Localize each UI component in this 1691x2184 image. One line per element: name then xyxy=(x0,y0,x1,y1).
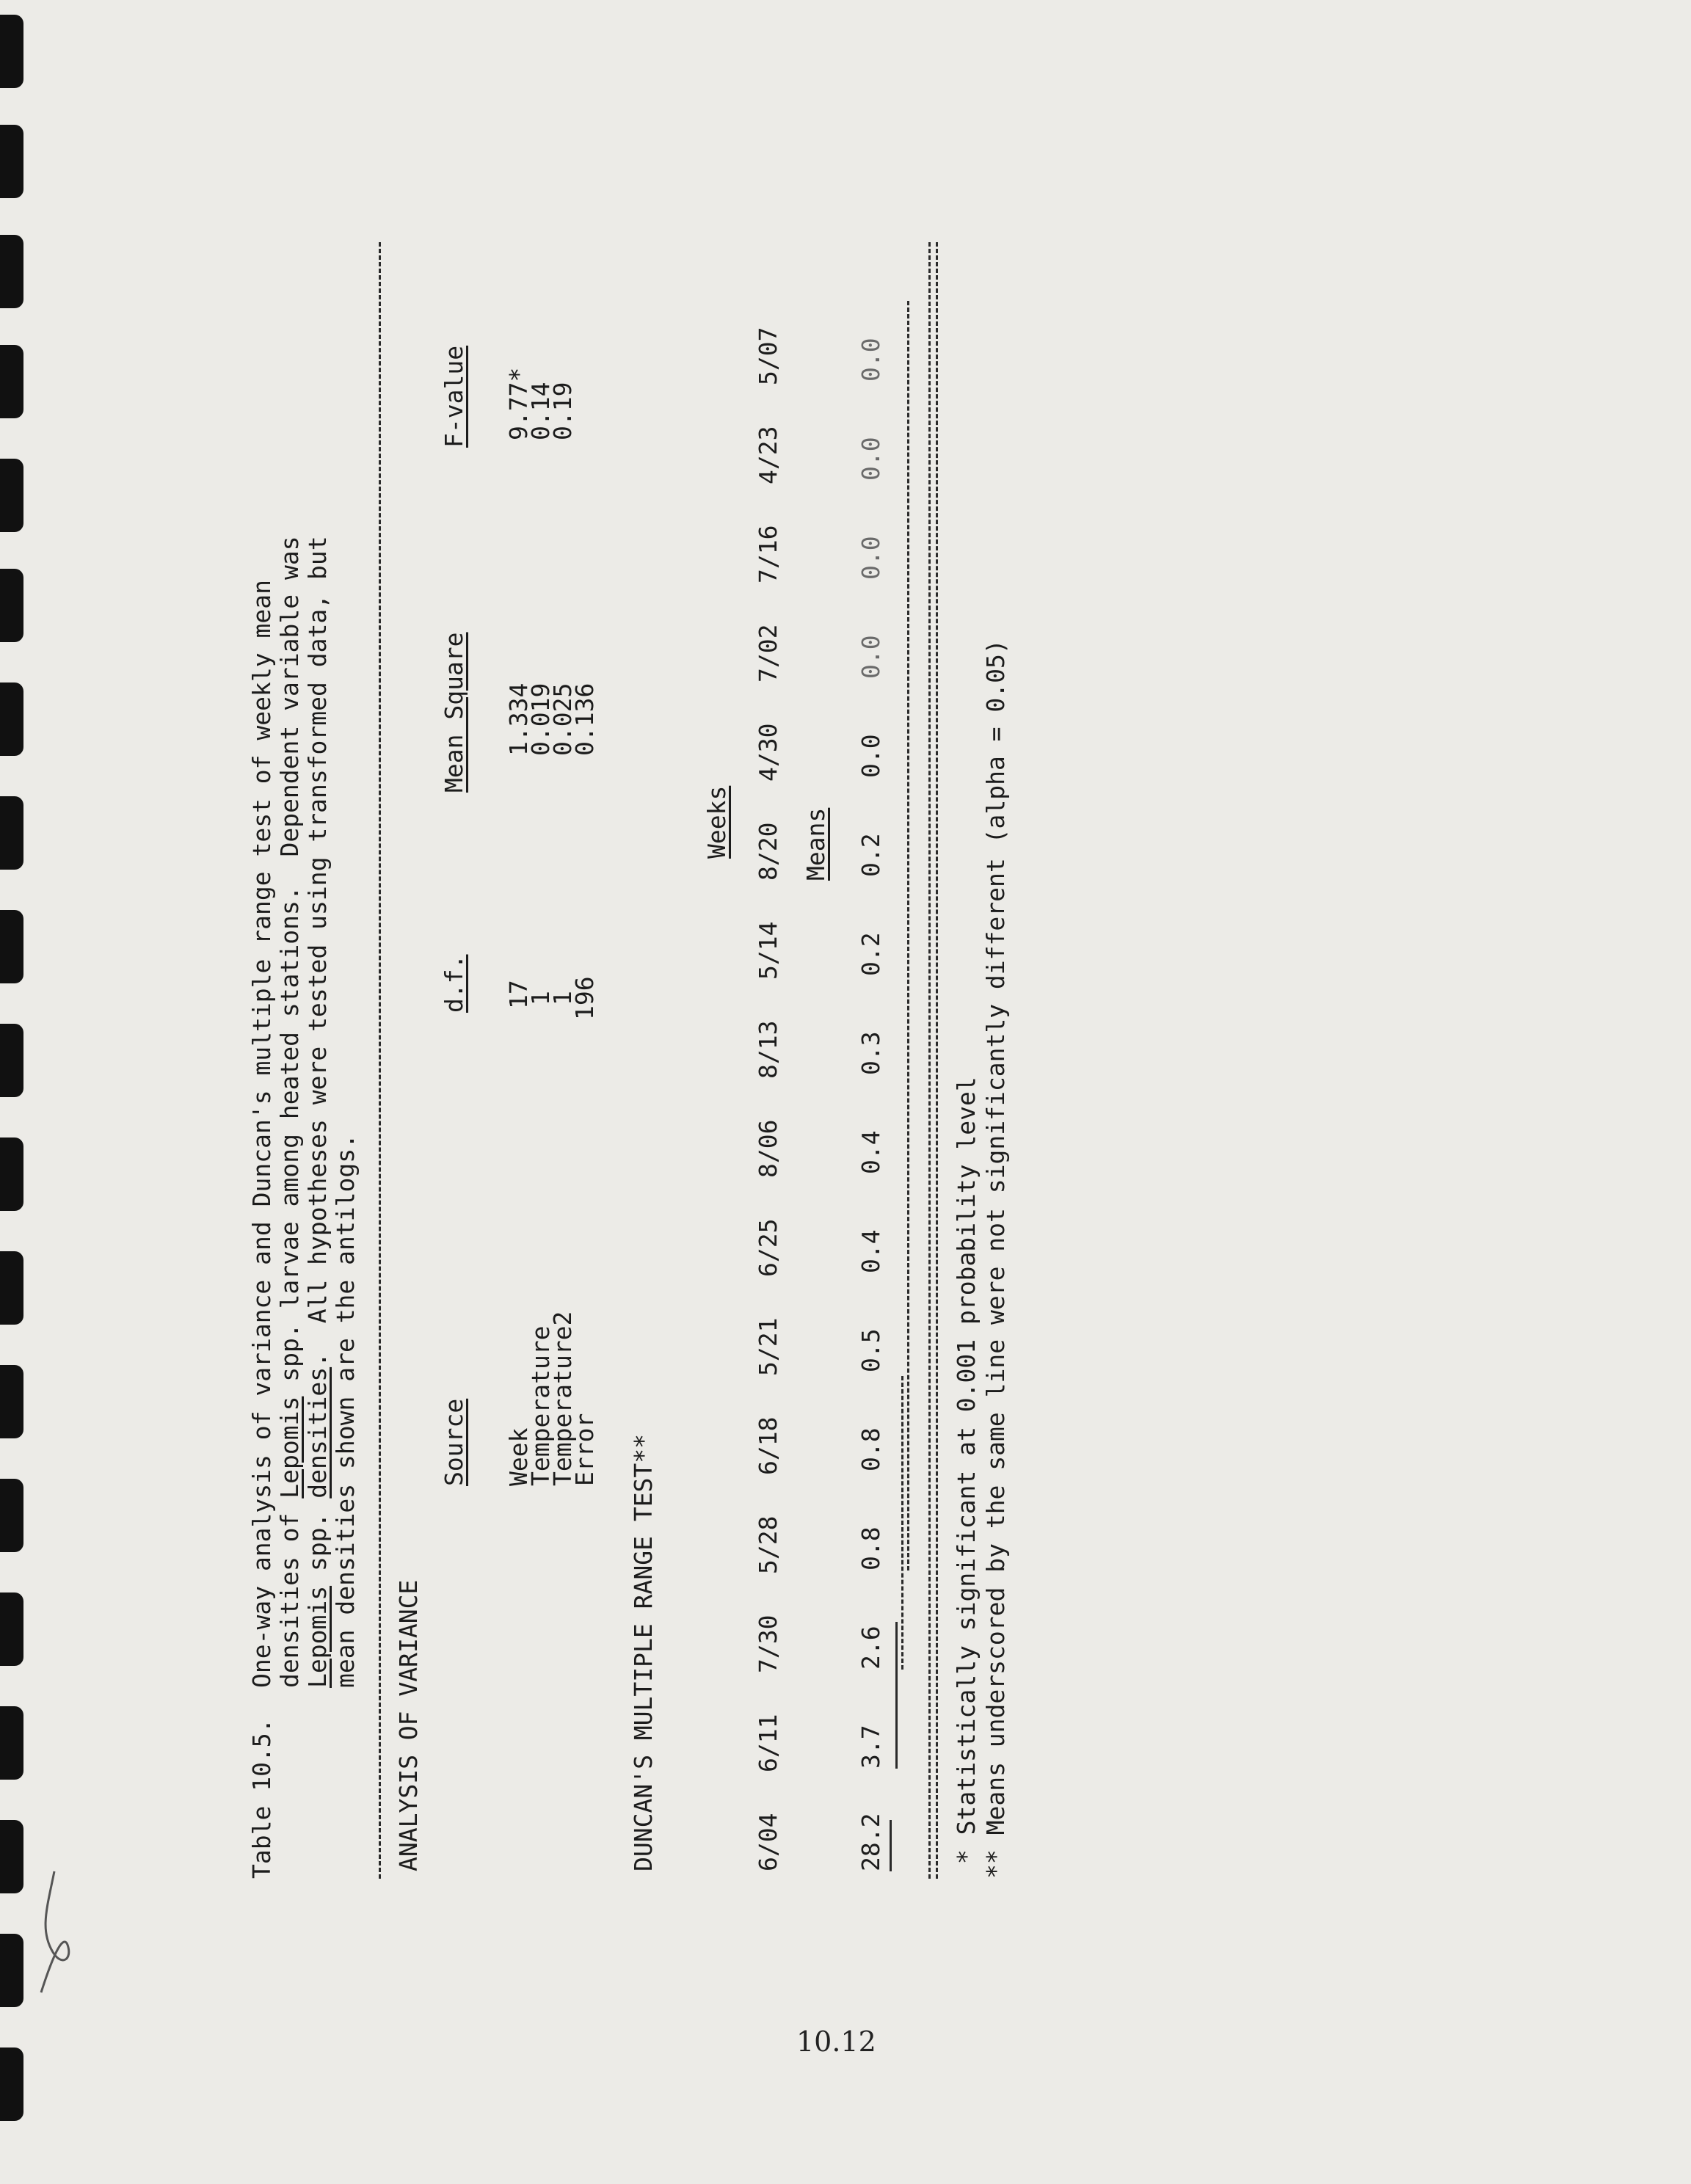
week-5: 6/18 xyxy=(754,1416,782,1475)
group-line-1 xyxy=(890,1820,892,1871)
row-temperature2-f: 0.19 xyxy=(548,382,577,440)
row-temperature2-df: 1 xyxy=(548,991,577,1005)
week-9: 8/13 xyxy=(754,1020,782,1079)
mean-9: 0.3 xyxy=(857,1031,885,1075)
row-error-source: Error xyxy=(570,1413,599,1486)
week-7: 6/25 xyxy=(754,1218,782,1277)
means-label: Means xyxy=(801,807,830,881)
group-line-2 xyxy=(895,1622,898,1769)
mean-11: 0.2 xyxy=(857,833,885,877)
row-temperature2-source: Temperature2 xyxy=(548,1311,577,1486)
header-df: d.f. xyxy=(440,954,468,1013)
row-temperature-ms: 0.019 xyxy=(526,682,555,756)
header-source: Source xyxy=(440,1398,468,1486)
week-3: 7/30 xyxy=(754,1615,782,1673)
row-temperature2-ms: 0.025 xyxy=(548,682,577,756)
mean-14: 0.0 xyxy=(857,536,885,580)
row-temperature-source: Temperature xyxy=(526,1325,555,1486)
group-line-4 xyxy=(907,301,909,1570)
row-week-f: 9.77* xyxy=(504,367,533,440)
duncan-title: DUNCAN'S MULTIPLE RANGE TEST** xyxy=(629,1433,658,1871)
row-error-df: 196 xyxy=(570,976,599,1020)
mean-5: 0.8 xyxy=(857,1427,885,1471)
week-4: 5/28 xyxy=(754,1515,782,1574)
mean-13: 0.0 xyxy=(857,635,885,679)
row-week-source: Week xyxy=(504,1427,533,1486)
rotated-table xyxy=(247,176,1277,1879)
mean-3: 2.6 xyxy=(857,1626,885,1670)
caption-line-2: densities of Lepomis spp. larvae among heated stations. Dependent variable was xyxy=(275,536,304,1688)
week-15: 4/23 xyxy=(754,426,782,484)
row-error-ms: 0.136 xyxy=(570,682,599,756)
footnote-underscore: ** Means underscored by the same line were not significantly different (alpha = 0.05) xyxy=(981,639,1010,1879)
week-1: 6/04 xyxy=(754,1813,782,1871)
week-16: 5/07 xyxy=(754,327,782,385)
week-11: 8/20 xyxy=(754,822,782,881)
bottom-rule-2 xyxy=(936,242,938,1879)
row-temperature-df: 1 xyxy=(526,991,555,1005)
header-f-value: F-value xyxy=(440,345,468,448)
week-13: 7/02 xyxy=(754,624,782,682)
week-8: 8/06 xyxy=(754,1119,782,1178)
table-label: Table 10.5. xyxy=(247,1718,276,1879)
week-12: 4/30 xyxy=(754,723,782,782)
week-2: 6/11 xyxy=(754,1714,782,1772)
week-6: 5/21 xyxy=(754,1317,782,1376)
header-mean-square: Mean Square xyxy=(440,632,468,793)
row-temperature-f: 0.14 xyxy=(526,382,555,440)
mean-4: 0.8 xyxy=(857,1526,885,1570)
binder-holes xyxy=(0,0,29,2184)
mean-10: 0.2 xyxy=(857,932,885,976)
mean-15: 0.0 xyxy=(857,437,885,481)
mean-1: 28.2 xyxy=(857,1813,885,1871)
weeks-label: Weeks xyxy=(702,785,731,859)
row-week-ms: 1.334 xyxy=(504,682,533,756)
group-line-3 xyxy=(901,1376,903,1670)
week-14: 7/16 xyxy=(754,525,782,583)
mean-8: 0.4 xyxy=(857,1130,885,1174)
pen-mark xyxy=(32,1864,84,1996)
top-rule xyxy=(379,242,381,1879)
caption-line-4: mean densities shown are the antilogs. xyxy=(331,1134,360,1688)
page-number: 10.12 xyxy=(796,2025,876,2058)
week-10: 5/14 xyxy=(754,921,782,980)
mean-12: 0.0 xyxy=(857,734,885,778)
row-week-df: 17 xyxy=(504,980,533,1009)
mean-16: 0.0 xyxy=(857,338,885,382)
caption-line-3: Lepomis spp. densities. All hypotheses were tested using transformed data, but xyxy=(303,536,332,1688)
anova-title: ANALYSIS OF VARIANCE xyxy=(394,1579,423,1871)
mean-7: 0.4 xyxy=(857,1229,885,1273)
mean-6: 0.5 xyxy=(857,1328,885,1372)
bottom-rule-1 xyxy=(928,242,931,1879)
caption-line-1: One-way analysis of variance and Duncan's multiple range test of weekly mean xyxy=(247,580,276,1688)
mean-2: 3.7 xyxy=(857,1725,885,1769)
footnote-significance: * Statistically significant at 0.001 probability level xyxy=(952,1077,981,1879)
